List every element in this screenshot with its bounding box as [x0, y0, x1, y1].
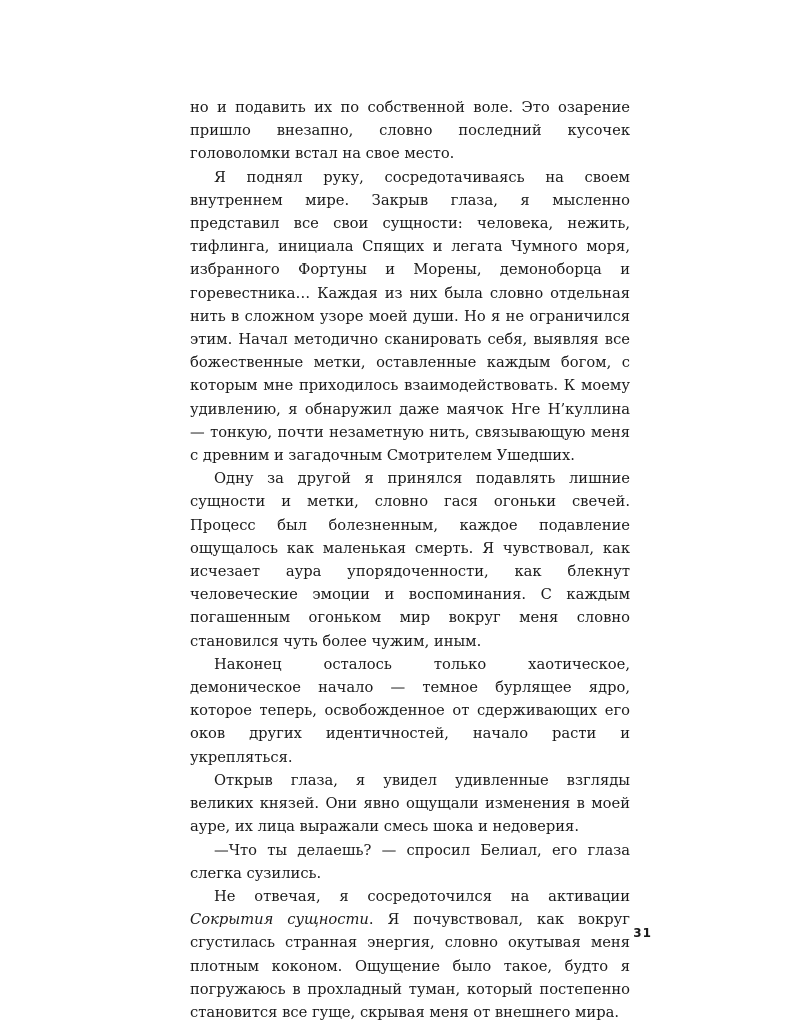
page-number: 31 [633, 926, 652, 940]
paragraph-7 [190, 885, 630, 1024]
paragraph-3: Одну за другой я принялся подавлять лишние сущности и метки, словно гася огоньки свечей. Процесс был болезненным, каждое подавление ощущалось как маленькая смерть. Я чувствовал, как исчезает аура упорядоченности, как блекнут человеческие эмоции и воспоминания. С каждым погашенным огоньком мир вокруг меня словно становился чуть более чужим, иным. [190, 470, 630, 650]
paragraph-7-end: . Я почувствовал, как вокруг сгустилась странная энергия, словно окутывая меня плотным коконом. Ощущение было такое, будто я погружаюсь в прохладный туман, который постепенно становится все гуще, скрывая меня от внешнего мира. [190, 911, 630, 1021]
paragraph-2: Я поднял руку, сосредотачиваясь на своем внутреннем мире. Закрыв глаза, я мысленно представил все свои сущности: человека, нежить, тифлинга, инициала Спящих и легата Чумного моря, избранного Фортуны и Морены, демоноборца и горевестника… Каждая из них была словно отдельная нить в сложном узоре моей души. Но я не ограничился этим. Начал методично сканировать себя, выявляя все божественные метки, оставленные каждым богом, с которым мне приходилось взаимодействовать. К моему удивлению, я обнаружил даже маячок Нге Н’куллина — тонкую, почти незаметную нить, связывающую меня с древним и загадочным Смотрителем Ушедших. [190, 168, 630, 465]
paragraph-1: но и подавить их по собственной воле. Это озарение пришло внезапно, словно последний кусочек головоломки встал на свое место. [190, 99, 630, 163]
paragraph-5: Открыв глаза, я увидел удивленные взгляды великих князей. Они явно ощущали изменения в моей ауре, их лица выражали смесь шока и недоверия. [190, 771, 630, 836]
spell-name-italic: Сокрытия сущности [190, 911, 369, 929]
paragraph-6-dialogue: —Что ты делаешь? — спросил Белиал, его глаза слегка сузились. [190, 841, 630, 882]
paragraph-4: Наконец осталось только хаотическое, демоническое начало — темное бурлящее ядро, которое теперь, освобожденное от сдерживающих его оков других идентичностей, начало расти и укрепляться. [190, 655, 630, 766]
body-text [190, 96, 630, 1024]
paragraph-7-start: Не отвечая, я сосредоточился на активации [214, 887, 630, 905]
